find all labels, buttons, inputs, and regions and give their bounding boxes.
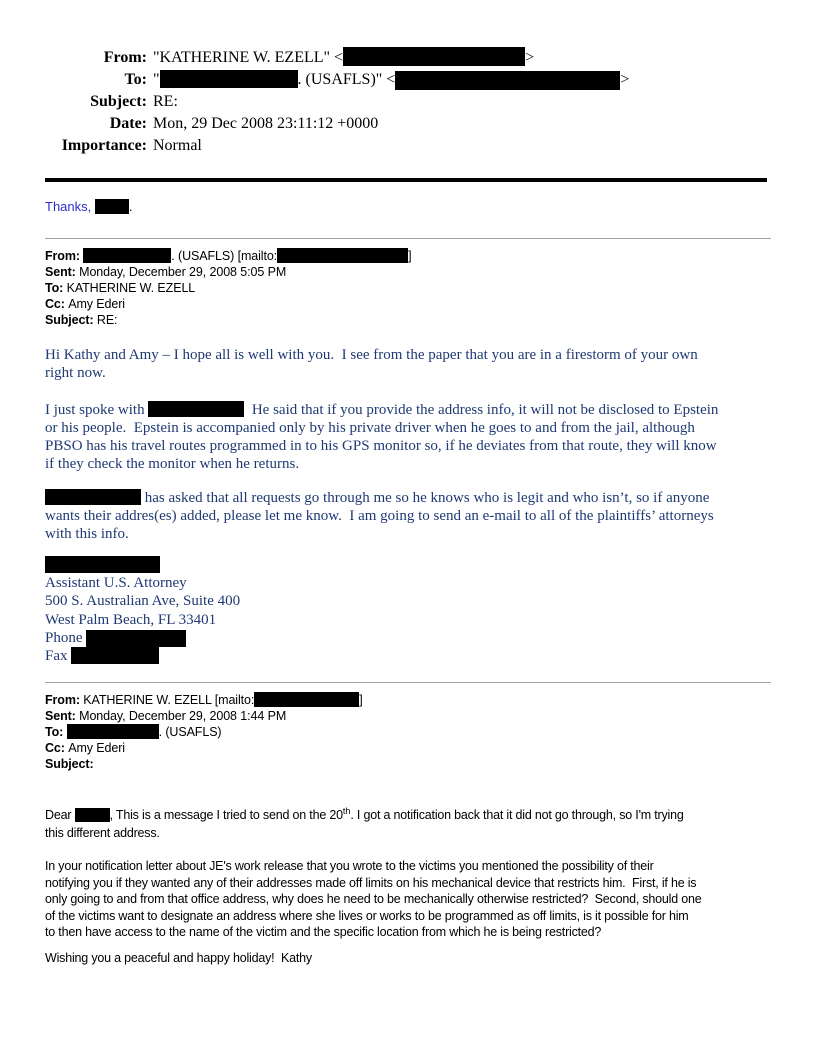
redaction-bar xyxy=(395,71,620,90)
body-line: or his people. Epstein is accompanied only by his private driver when he goes to and from the jail, although xyxy=(45,419,695,436)
quoted-divider-1 xyxy=(45,238,771,239)
date-label: Date: xyxy=(109,115,147,132)
body-line xyxy=(45,807,771,825)
signature-address-2: West Palm Beach, FL 33401 xyxy=(45,611,217,628)
body-text: I just spoke with xyxy=(45,401,149,418)
quoted2-from-row xyxy=(45,692,771,708)
importance-label: Importance: xyxy=(61,137,147,154)
quoted-header-2 xyxy=(45,692,771,772)
header-row-date xyxy=(45,113,771,135)
to-display-suffix: . (USAFLS)" < xyxy=(297,71,396,88)
quoted2-from-close: ] xyxy=(359,693,363,708)
quoted2-to-post: . (USAFLS) xyxy=(158,725,222,740)
body-line: notifying you if they wanted any of their addresses made off limits on his mechanical device that restricts him. First, if he is xyxy=(45,875,697,890)
header-row-importance xyxy=(45,135,771,157)
quoted1-cc-row xyxy=(45,296,771,312)
header-thick-divider xyxy=(45,178,767,182)
redaction-bar xyxy=(254,692,359,707)
phone-label: Phone xyxy=(45,629,87,646)
quoted-header-1 xyxy=(45,248,771,328)
redaction-bar xyxy=(277,248,408,263)
quoted1-to-label: To: xyxy=(45,281,67,295)
redaction-bar xyxy=(67,724,159,739)
quoted1-sent-row xyxy=(45,264,771,280)
body-line: wants their addres(es) added, please let me know. I am going to send an e-mail to all of the plaintiffs’ attorneys xyxy=(45,508,714,525)
body-line xyxy=(45,401,771,419)
redaction-bar xyxy=(343,47,525,66)
body-paragraph xyxy=(45,489,771,544)
redaction-bar xyxy=(75,808,110,822)
date-value: Mon, 29 Dec 2008 23:11:12 +0000 xyxy=(153,115,379,132)
body-line: right now. xyxy=(45,365,106,382)
redaction-bar xyxy=(45,556,160,573)
body-paragraph xyxy=(45,858,771,941)
quoted1-subject-row xyxy=(45,312,771,328)
signature-address-1: 500 S. Australian Ave, Suite 400 xyxy=(45,593,241,610)
body-line: PBSO has his travel routes programmed in to his GPS monitor so, if he deviates from that route, they will know xyxy=(45,438,717,455)
body-line: In your notification letter about JE's work release that you wrote to the victims you mentioned the possibility of their xyxy=(45,859,654,874)
quoted1-from-label: From: xyxy=(45,249,84,263)
signature-block xyxy=(45,556,771,666)
from-display-name: "KATHERINE W. EZELL" < xyxy=(153,49,344,66)
redaction-bar xyxy=(45,489,141,505)
quoted1-to-value: KATHERINE W. EZELL xyxy=(66,281,196,295)
greeting-period: . xyxy=(128,199,133,214)
quoted1-cc-value: Amy Ederi xyxy=(68,297,125,311)
header-row-subject xyxy=(45,91,771,113)
quoted1-from-row xyxy=(45,248,771,264)
from-value xyxy=(147,47,534,69)
subject-label: Subject: xyxy=(90,93,147,110)
subject-value: RE: xyxy=(153,93,178,110)
body-line: this different address. xyxy=(45,825,160,840)
body-line: to then have access to the name of the victim and the specific location from which he is being restricted? xyxy=(45,925,602,940)
closing-line xyxy=(45,950,771,967)
signature-name xyxy=(45,556,771,574)
header-row-to xyxy=(45,69,771,91)
quoted2-sent-row xyxy=(45,708,771,724)
quoted1-from-mid: . (USAFLS) [mailto: xyxy=(171,249,278,263)
to-value xyxy=(147,69,629,91)
body-paragraph xyxy=(45,346,771,383)
body-text: . I got a notification back that it did not go through, so I'm trying xyxy=(350,808,684,823)
quoted2-subject-label: Subject: xyxy=(45,757,94,772)
body-text: has asked that all requests go through me so he knows who is legit and who isn’t, so if anyone xyxy=(141,489,710,506)
body-paragraph xyxy=(45,807,771,841)
body-line: if they check the monitor when he returns. xyxy=(45,456,300,473)
quoted2-from-label: From: xyxy=(45,693,84,708)
quoted2-sent-label: Sent: xyxy=(45,709,80,724)
body-line xyxy=(45,489,771,507)
from-angle-close: > xyxy=(525,49,535,66)
redaction-bar xyxy=(160,70,298,88)
quoted2-to-row xyxy=(45,724,771,740)
quoted1-to-row xyxy=(45,280,771,296)
quoted1-subject-label: Subject: xyxy=(45,313,97,327)
quoted2-sent-value: Monday, December 29, 2008 1:44 PM xyxy=(79,709,287,724)
signature-fax xyxy=(45,647,771,665)
redaction-bar xyxy=(86,630,186,647)
quoted-divider-2 xyxy=(45,682,771,683)
quoted2-to-label: To: xyxy=(45,725,67,740)
message-header xyxy=(45,47,771,157)
signature-title: Assistant U.S. Attorney xyxy=(45,574,187,591)
to-angle-close: > xyxy=(620,71,630,88)
fax-label: Fax xyxy=(45,648,72,665)
quoted1-from-close: ] xyxy=(408,249,412,263)
greeting-text xyxy=(45,198,771,215)
body-line: Hi Kathy and Amy – I hope all is well with you. I see from the paper that you are in a firestorm of your own xyxy=(45,347,698,363)
quoted2-from-pre: KATHERINE W. EZELL [mailto: xyxy=(83,693,255,708)
body-text: Dear xyxy=(45,808,75,823)
quoted1-cc-label: Cc: xyxy=(45,297,69,311)
body-text: He said that if you provide the address info, it will not be disclosed to Epstein xyxy=(244,401,719,418)
signature-phone xyxy=(45,629,771,647)
body-paragraph xyxy=(45,401,771,474)
header-row-from xyxy=(45,47,771,69)
greeting-word: Thanks, xyxy=(45,199,95,214)
quoted1-subject-value: RE: xyxy=(96,313,118,327)
to-quote-open: " xyxy=(153,71,160,88)
body-line: Wishing you a peaceful and happy holiday! Kathy xyxy=(45,950,312,965)
from-label: From: xyxy=(103,49,147,66)
quoted1-sent-value: Monday, December 29, 2008 5:05 PM xyxy=(79,265,287,279)
redaction-bar xyxy=(71,647,159,664)
body-text: , This is a message I tried to send on the 20 xyxy=(109,808,343,823)
body-line: with this info. xyxy=(45,526,129,543)
body-line: only going to and from that office address, why does he need to be mechanically otherwise restricted? Second, should one xyxy=(45,892,702,907)
redaction-bar xyxy=(95,199,129,214)
quoted1-sent-label: Sent: xyxy=(45,265,80,279)
quoted2-subject-row xyxy=(45,756,771,772)
redaction-bar xyxy=(148,401,244,417)
redaction-bar xyxy=(83,248,171,263)
body-line: of the victims want to designate an address where she lives or works to be programmed as off limits, is it possible for him xyxy=(45,908,689,923)
to-label: To: xyxy=(124,71,147,88)
ordinal-superscript: th xyxy=(342,806,351,817)
importance-value: Normal xyxy=(153,137,202,154)
quoted2-cc-value: Amy Ederi xyxy=(68,741,125,756)
quoted2-cc-label: Cc: xyxy=(45,741,69,756)
quoted2-cc-row xyxy=(45,740,771,756)
